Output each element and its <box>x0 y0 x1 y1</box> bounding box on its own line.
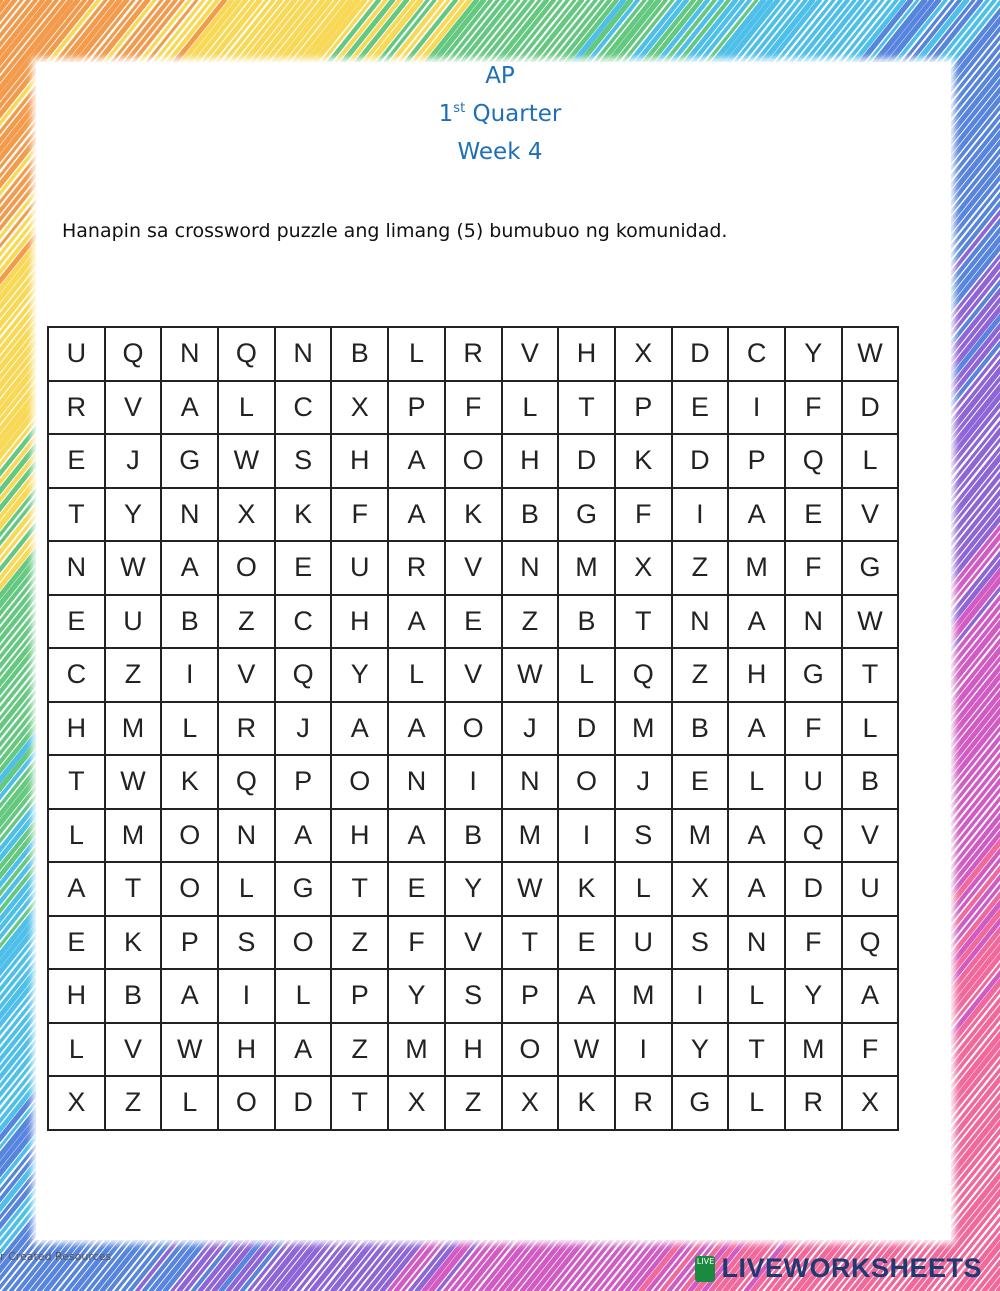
grid-cell[interactable]: N <box>161 488 218 542</box>
grid-cell[interactable]: Z <box>105 1076 162 1130</box>
grid-cell[interactable]: R <box>445 327 502 381</box>
grid-cell[interactable]: A <box>728 702 785 756</box>
grid-cell[interactable]: C <box>275 595 332 649</box>
grid-cell[interactable]: A <box>331 702 388 756</box>
grid-cell[interactable]: T <box>502 916 559 970</box>
grid-cell[interactable]: Z <box>105 648 162 702</box>
grid-cell[interactable]: Z <box>445 1076 502 1130</box>
grid-cell[interactable]: H <box>218 1023 275 1077</box>
grid-row <box>48 648 898 702</box>
grid-cell[interactable]: E <box>672 381 729 435</box>
grid-cell[interactable]: J <box>105 434 162 488</box>
grid-cell[interactable]: A <box>842 969 899 1023</box>
grid-row <box>48 809 898 863</box>
grid-cell[interactable]: N <box>48 541 105 595</box>
grid-cell[interactable]: D <box>785 862 842 916</box>
grid-cell[interactable]: D <box>672 434 729 488</box>
grid-cell[interactable]: H <box>728 648 785 702</box>
grid-cell[interactable]: Q <box>615 648 672 702</box>
grid-cell[interactable]: Q <box>105 327 162 381</box>
grid-cell[interactable]: B <box>161 595 218 649</box>
grid-cell[interactable]: W <box>842 327 899 381</box>
grid-cell[interactable]: P <box>331 969 388 1023</box>
grid-row <box>48 1076 898 1130</box>
grid-cell[interactable]: E <box>48 595 105 649</box>
grid-cell[interactable]: Z <box>672 648 729 702</box>
grid-cell[interactable]: Z <box>218 595 275 649</box>
grid-cell[interactable]: M <box>105 702 162 756</box>
quarter-number: 1 <box>438 101 454 127</box>
grid-cell[interactable]: Y <box>105 488 162 542</box>
grid-cell[interactable]: L <box>48 809 105 863</box>
grid-cell[interactable]: L <box>275 969 332 1023</box>
liveworksheets-logo[interactable] <box>695 1253 982 1284</box>
grid-cell[interactable]: H <box>558 327 615 381</box>
grid-cell[interactable]: L <box>728 1076 785 1130</box>
brand-name: LIVEWORKSHEETS <box>721 1253 982 1283</box>
grid-cell[interactable]: I <box>218 969 275 1023</box>
grid-cell[interactable]: E <box>275 541 332 595</box>
grid-cell[interactable]: P <box>502 969 559 1023</box>
grid-cell[interactable]: E <box>445 595 502 649</box>
grid-cell[interactable]: N <box>161 327 218 381</box>
grid-cell[interactable]: K <box>161 755 218 809</box>
grid-cell[interactable]: Q <box>785 809 842 863</box>
grid-cell[interactable]: S <box>615 809 672 863</box>
grid-cell[interactable]: P <box>615 381 672 435</box>
grid-cell[interactable]: F <box>785 916 842 970</box>
grid-cell[interactable]: T <box>48 755 105 809</box>
grid-cell[interactable]: Q <box>275 648 332 702</box>
quarter-suffix: st <box>453 101 466 116</box>
grid-cell[interactable]: W <box>502 862 559 916</box>
grid-cell[interactable]: L <box>388 327 445 381</box>
grid-cell[interactable]: S <box>672 916 729 970</box>
grid-cell[interactable]: P <box>728 434 785 488</box>
grid-cell[interactable]: L <box>842 434 899 488</box>
grid-cell[interactable]: N <box>502 541 559 595</box>
grid-cell[interactable]: U <box>48 327 105 381</box>
grid-cell[interactable]: I <box>728 381 785 435</box>
grid-cell[interactable]: L <box>161 702 218 756</box>
grid-cell[interactable]: J <box>502 702 559 756</box>
grid-cell[interactable]: D <box>558 434 615 488</box>
grid-cell[interactable]: L <box>558 648 615 702</box>
grid-cell[interactable]: X <box>331 381 388 435</box>
quarter-word: Quarter <box>465 101 562 127</box>
grid-cell[interactable]: U <box>331 541 388 595</box>
grid-cell[interactable]: G <box>672 1076 729 1130</box>
grid-cell[interactable]: E <box>785 488 842 542</box>
grid-cell[interactable]: L <box>842 702 899 756</box>
grid-cell[interactable]: N <box>672 595 729 649</box>
grid-cell[interactable]: H <box>48 702 105 756</box>
grid-cell[interactable]: A <box>728 488 785 542</box>
grid-cell[interactable]: E <box>388 862 445 916</box>
grid-cell[interactable]: Z <box>672 541 729 595</box>
grid-row <box>48 755 898 809</box>
grid-cell[interactable]: E <box>48 434 105 488</box>
grid-cell[interactable]: X <box>218 488 275 542</box>
grid-cell[interactable]: O <box>218 1076 275 1130</box>
grid-cell[interactable]: N <box>502 755 559 809</box>
grid-cell[interactable]: H <box>48 969 105 1023</box>
grid-cell[interactable]: Y <box>785 969 842 1023</box>
grid-cell[interactable]: L <box>388 648 445 702</box>
grid-cell[interactable]: L <box>728 969 785 1023</box>
grid-cell[interactable]: E <box>558 916 615 970</box>
grid-cell[interactable]: Q <box>842 916 899 970</box>
grid-cell[interactable]: A <box>388 434 445 488</box>
grid-row <box>48 434 898 488</box>
grid-cell[interactable]: A <box>275 809 332 863</box>
grid-cell[interactable]: Y <box>331 648 388 702</box>
grid-cell[interactable]: P <box>388 381 445 435</box>
grid-cell[interactable]: Z <box>331 916 388 970</box>
grid-cell[interactable]: U <box>842 862 899 916</box>
grid-cell[interactable]: J <box>615 755 672 809</box>
grid-cell[interactable]: L <box>48 1023 105 1077</box>
grid-cell[interactable]: W <box>105 755 162 809</box>
grid-cell[interactable]: V <box>445 916 502 970</box>
grid-cell[interactable]: Z <box>331 1023 388 1077</box>
grid-cell[interactable]: B <box>558 595 615 649</box>
grid-cell[interactable]: F <box>842 1023 899 1077</box>
word-search-grid <box>47 326 899 1131</box>
grid-cell[interactable]: M <box>785 1023 842 1077</box>
grid-cell[interactable]: R <box>218 702 275 756</box>
grid-cell[interactable]: A <box>161 381 218 435</box>
grid-cell[interactable]: O <box>445 434 502 488</box>
grid-cell[interactable]: M <box>728 541 785 595</box>
grid-cell[interactable]: A <box>728 809 785 863</box>
grid-cell[interactable]: M <box>105 809 162 863</box>
grid-cell[interactable]: K <box>105 916 162 970</box>
grid-cell[interactable]: P <box>275 755 332 809</box>
grid-cell[interactable]: H <box>331 595 388 649</box>
grid-cell[interactable]: G <box>275 862 332 916</box>
grid-cell[interactable]: A <box>161 541 218 595</box>
grid-cell[interactable]: O <box>502 1023 559 1077</box>
grid-cell[interactable]: H <box>445 1023 502 1077</box>
grid-cell[interactable]: A <box>275 1023 332 1077</box>
grid-cell[interactable]: X <box>615 327 672 381</box>
grid-cell[interactable]: F <box>785 541 842 595</box>
grid-cell[interactable]: R <box>388 541 445 595</box>
grid-cell[interactable]: W <box>218 434 275 488</box>
grid-cell[interactable]: V <box>842 809 899 863</box>
grid-cell[interactable]: M <box>502 809 559 863</box>
grid-cell[interactable]: R <box>785 1076 842 1130</box>
grid-row <box>48 541 898 595</box>
instructions-text: Hanapin sa crossword puzzle ang limang (5) bumubuo ng komunidad. <box>62 220 728 242</box>
grid-cell[interactable]: Q <box>218 755 275 809</box>
grid-cell[interactable]: A <box>728 862 785 916</box>
grid-row <box>48 702 898 756</box>
grid-cell[interactable]: T <box>331 1076 388 1130</box>
grid-cell[interactable]: E <box>48 916 105 970</box>
grid-row <box>48 381 898 435</box>
grid-cell[interactable]: F <box>331 488 388 542</box>
grid-cell[interactable]: B <box>672 702 729 756</box>
grid-row <box>48 916 898 970</box>
grid-cell[interactable]: I <box>558 809 615 863</box>
grid-cell[interactable]: X <box>388 1076 445 1130</box>
grid-cell[interactable]: T <box>615 595 672 649</box>
grid-cell[interactable]: J <box>275 702 332 756</box>
grid-cell[interactable]: L <box>728 755 785 809</box>
grid-cell[interactable]: C <box>728 327 785 381</box>
grid-cell[interactable]: E <box>672 755 729 809</box>
grid-cell[interactable]: C <box>275 381 332 435</box>
grid-cell[interactable]: G <box>842 541 899 595</box>
grid-row <box>48 488 898 542</box>
grid-cell[interactable]: I <box>445 755 502 809</box>
grid-cell[interactable]: T <box>728 1023 785 1077</box>
grid-cell[interactable]: V <box>218 648 275 702</box>
grid-cell[interactable]: D <box>275 1076 332 1130</box>
grid-cell[interactable]: W <box>842 595 899 649</box>
grid-cell[interactable]: A <box>728 595 785 649</box>
grid-cell[interactable]: W <box>502 648 559 702</box>
grid-cell[interactable]: V <box>105 1023 162 1077</box>
credit-text: r Created Resources <box>0 1250 112 1263</box>
grid-cell[interactable]: F <box>785 381 842 435</box>
grid-cell[interactable]: Y <box>785 327 842 381</box>
grid-cell[interactable]: X <box>842 1076 899 1130</box>
grid-cell[interactable]: B <box>502 488 559 542</box>
grid-cell[interactable]: G <box>785 648 842 702</box>
grid-cell[interactable]: L <box>218 862 275 916</box>
grid-cell[interactable]: N <box>218 809 275 863</box>
grid-cell[interactable]: V <box>502 327 559 381</box>
grid-cell[interactable]: N <box>388 755 445 809</box>
grid-cell[interactable]: O <box>558 755 615 809</box>
grid-cell[interactable]: F <box>388 916 445 970</box>
grid-cell[interactable]: F <box>615 488 672 542</box>
grid-cell[interactable]: Q <box>785 434 842 488</box>
grid-cell[interactable]: D <box>558 702 615 756</box>
grid-cell[interactable]: I <box>161 648 218 702</box>
grid-cell[interactable]: U <box>615 916 672 970</box>
grid-cell[interactable]: B <box>842 755 899 809</box>
grid-cell[interactable]: V <box>105 381 162 435</box>
grid-cell[interactable]: I <box>672 488 729 542</box>
grid-cell[interactable]: V <box>445 648 502 702</box>
week-title: Week 4 <box>457 139 543 165</box>
grid-cell[interactable]: K <box>615 434 672 488</box>
grid-cell[interactable]: W <box>558 1023 615 1077</box>
grid-cell[interactable]: H <box>331 434 388 488</box>
grid-cell[interactable]: X <box>615 541 672 595</box>
grid-cell[interactable]: M <box>672 809 729 863</box>
grid-cell[interactable]: Y <box>445 862 502 916</box>
grid-row <box>48 862 898 916</box>
grid-cell[interactable]: T <box>331 862 388 916</box>
grid-cell[interactable]: B <box>105 969 162 1023</box>
grid-cell[interactable]: V <box>842 488 899 542</box>
grid-cell[interactable]: S <box>445 969 502 1023</box>
grid-cell[interactable]: U <box>785 755 842 809</box>
grid-cell[interactable]: S <box>275 434 332 488</box>
grid-cell[interactable]: A <box>558 969 615 1023</box>
quarter-title <box>0 100 1000 132</box>
grid-cell[interactable]: C <box>48 648 105 702</box>
grid-cell[interactable]: N <box>785 595 842 649</box>
grid-cell[interactable]: F <box>785 702 842 756</box>
grid-cell[interactable]: M <box>388 1023 445 1077</box>
grid-cell[interactable]: D <box>672 327 729 381</box>
grid-cell[interactable]: O <box>218 541 275 595</box>
grid-cell[interactable]: Q <box>218 327 275 381</box>
grid-cell[interactable]: Z <box>502 595 559 649</box>
grid-cell[interactable]: H <box>502 434 559 488</box>
grid-cell[interactable]: I <box>672 969 729 1023</box>
grid-cell[interactable]: W <box>105 541 162 595</box>
grid-cell[interactable]: T <box>105 862 162 916</box>
grid-cell[interactable]: X <box>672 862 729 916</box>
grid-cell[interactable]: A <box>161 969 218 1023</box>
grid-row <box>48 595 898 649</box>
grid-cell[interactable]: D <box>842 381 899 435</box>
grid-cell[interactable]: O <box>161 809 218 863</box>
grid-cell[interactable]: S <box>218 916 275 970</box>
grid-cell[interactable]: L <box>218 381 275 435</box>
grid-cell[interactable]: G <box>558 488 615 542</box>
grid-cell[interactable]: R <box>615 1076 672 1130</box>
grid-cell[interactable]: I <box>615 1023 672 1077</box>
grid-row <box>48 1023 898 1077</box>
grid-cell[interactable]: G <box>161 434 218 488</box>
grid-cell[interactable]: Y <box>388 969 445 1023</box>
grid-cell[interactable]: K <box>558 1076 615 1130</box>
grid-cell[interactable]: A <box>388 488 445 542</box>
grid-cell[interactable]: Y <box>672 1023 729 1077</box>
grid-cell[interactable]: K <box>275 488 332 542</box>
grid-cell[interactable]: A <box>388 595 445 649</box>
grid-cell[interactable]: R <box>48 381 105 435</box>
grid-cell[interactable]: K <box>558 862 615 916</box>
grid-cell[interactable]: L <box>615 862 672 916</box>
grid-cell[interactable]: V <box>445 541 502 595</box>
grid-cell[interactable]: O <box>445 702 502 756</box>
grid-cell[interactable]: O <box>161 862 218 916</box>
grid-cell[interactable]: T <box>558 381 615 435</box>
grid-cell[interactable]: X <box>48 1076 105 1130</box>
grid-cell[interactable]: O <box>331 755 388 809</box>
grid-cell[interactable]: O <box>275 916 332 970</box>
grid-cell[interactable]: M <box>558 541 615 595</box>
grid-row <box>48 969 898 1023</box>
grid-cell[interactable]: U <box>105 595 162 649</box>
grid-cell[interactable]: B <box>445 809 502 863</box>
grid-cell[interactable]: A <box>388 809 445 863</box>
grid-cell[interactable]: N <box>275 327 332 381</box>
grid-cell[interactable]: T <box>842 648 899 702</box>
subject-title: AP <box>485 63 515 89</box>
grid-cell[interactable]: K <box>445 488 502 542</box>
grid-cell[interactable]: X <box>502 1076 559 1130</box>
grid-cell[interactable]: T <box>48 488 105 542</box>
grid-cell[interactable]: B <box>331 327 388 381</box>
grid-cell[interactable]: F <box>445 381 502 435</box>
grid-cell[interactable]: M <box>615 969 672 1023</box>
grid-cell[interactable]: A <box>48 862 105 916</box>
liveworksheets-icon: LIVE <box>695 1256 715 1282</box>
grid-cell[interactable]: H <box>331 809 388 863</box>
grid-cell[interactable]: A <box>388 702 445 756</box>
grid-cell[interactable]: W <box>161 1023 218 1077</box>
grid-cell[interactable]: M <box>615 702 672 756</box>
grid-row <box>48 327 898 381</box>
grid-cell[interactable]: P <box>161 916 218 970</box>
grid-cell[interactable]: L <box>502 381 559 435</box>
grid-cell[interactable]: N <box>728 916 785 970</box>
grid-cell[interactable]: L <box>161 1076 218 1130</box>
